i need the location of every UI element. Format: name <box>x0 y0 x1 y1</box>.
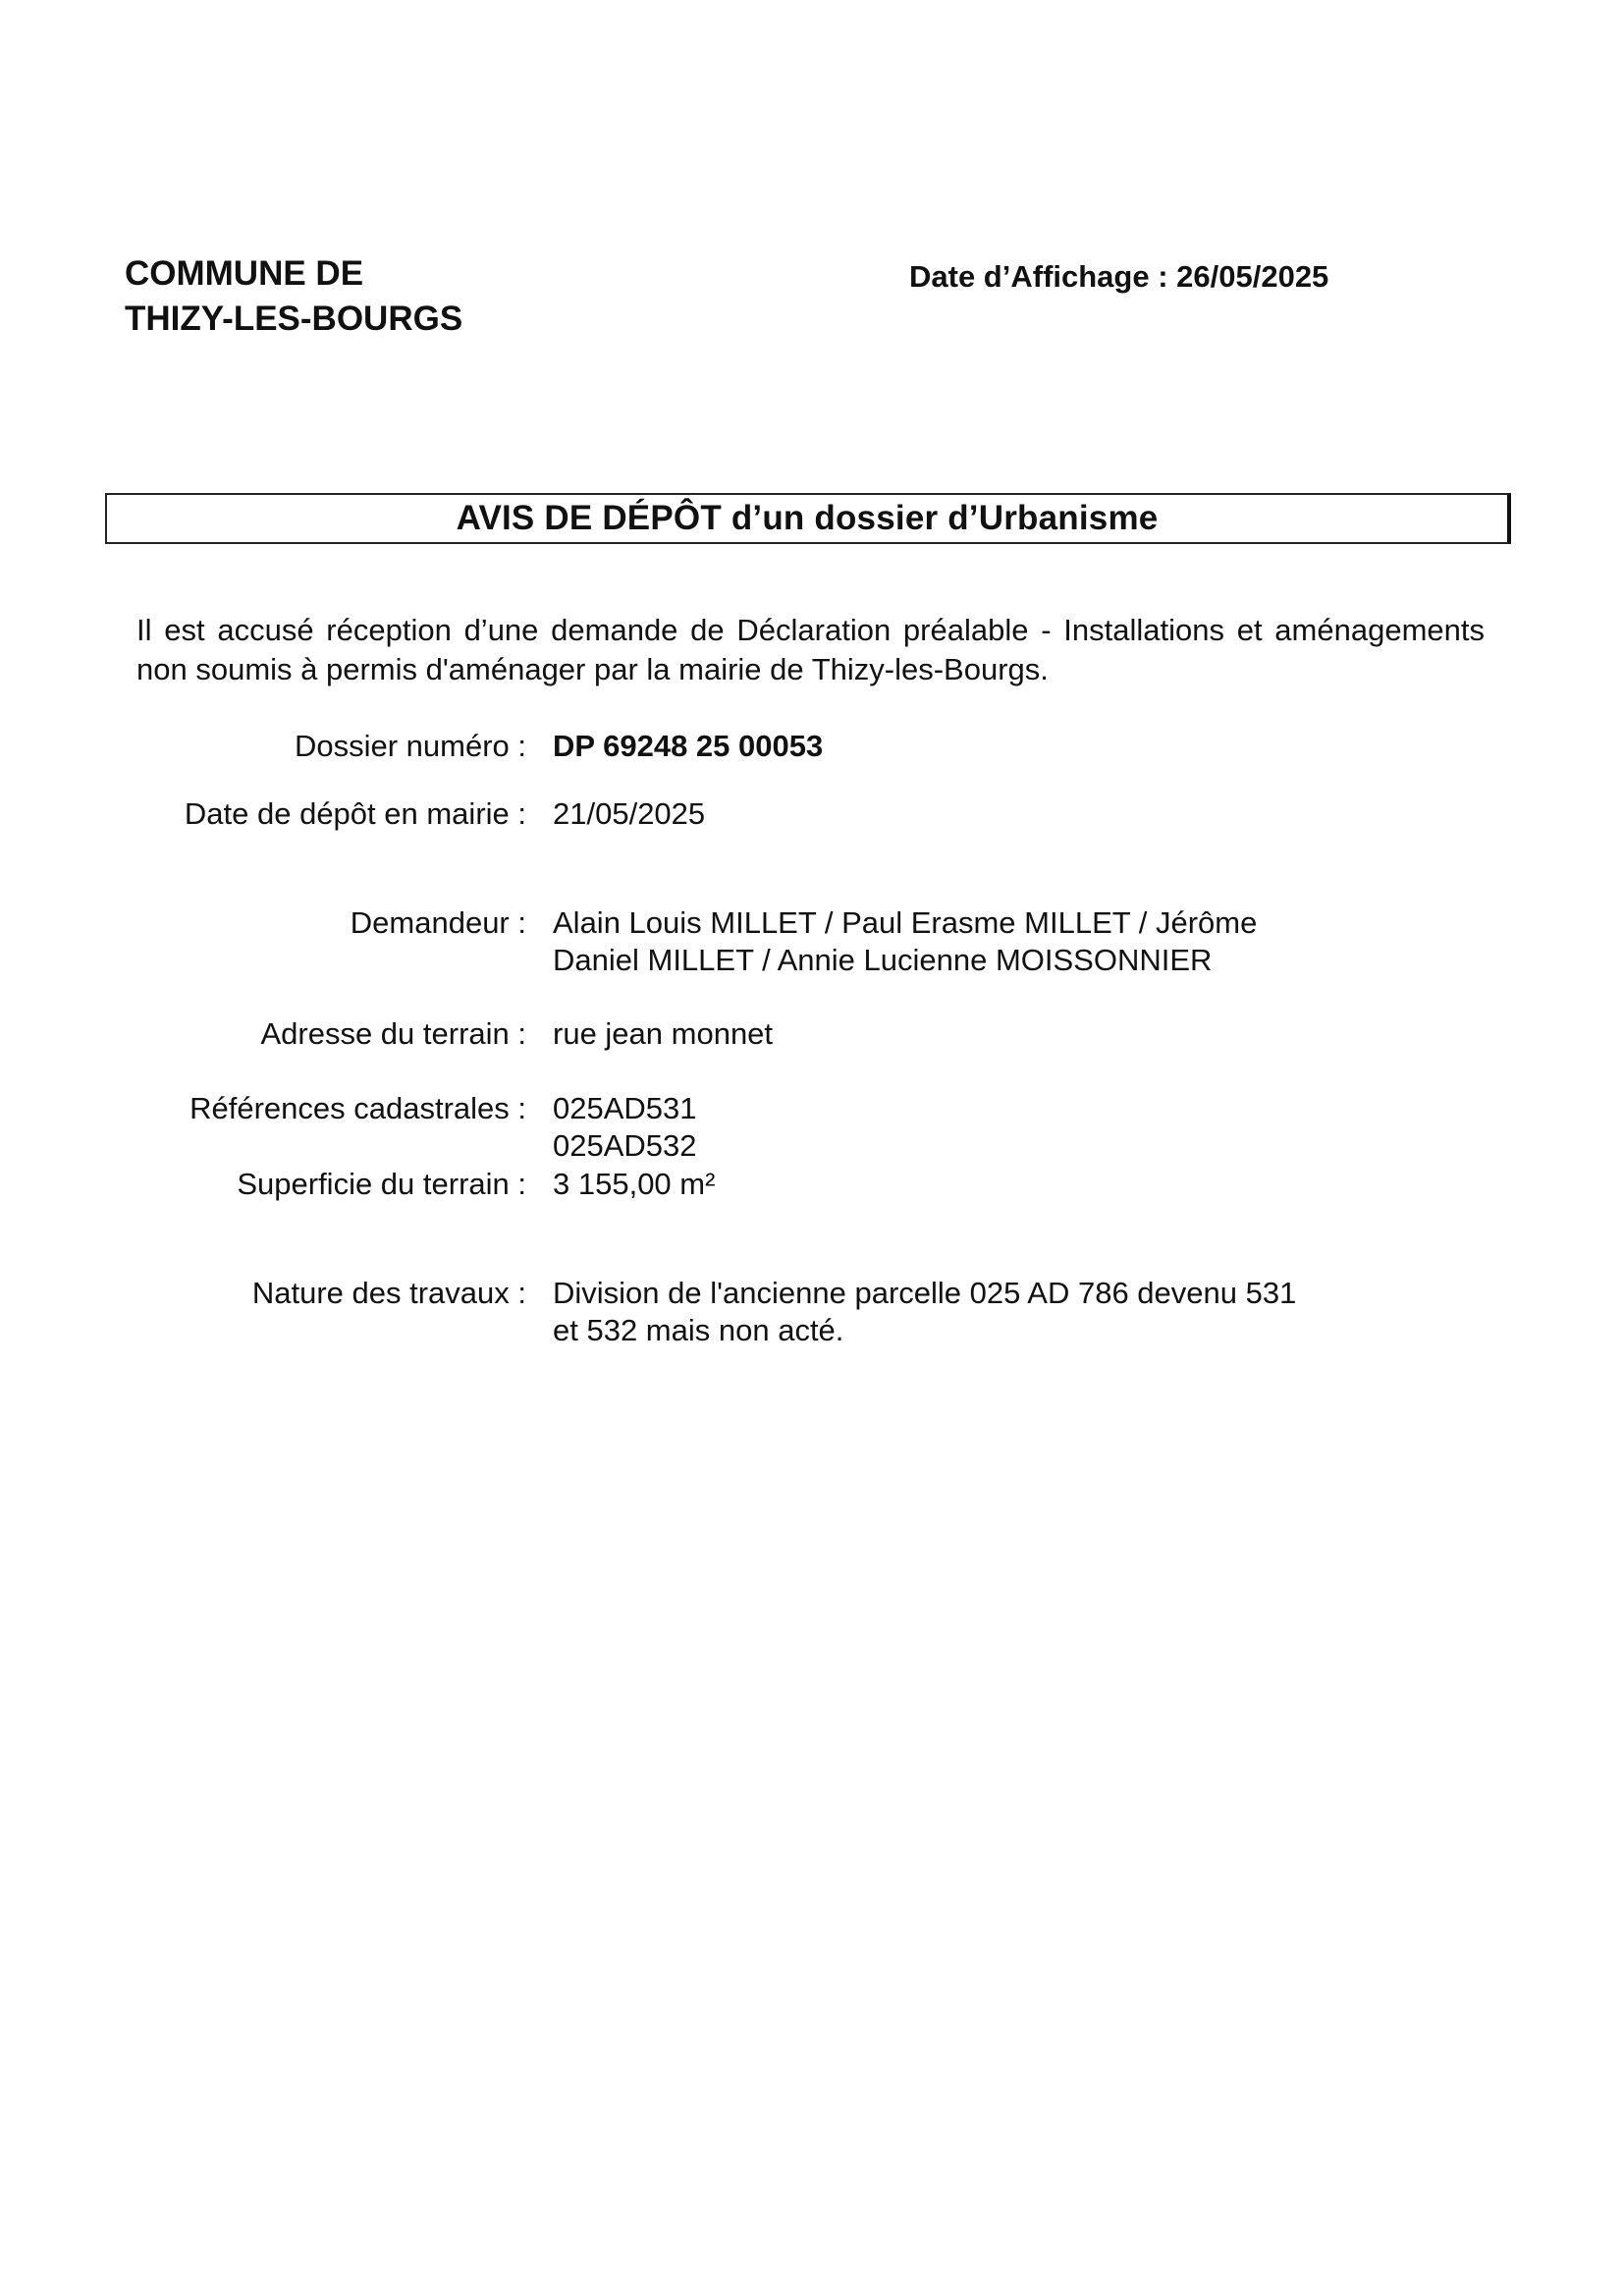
nature-line-2: et 532 mais non acté. <box>553 1313 844 1347</box>
dossier-label: Dossier numéro : <box>294 729 526 763</box>
title-box <box>105 493 1511 544</box>
demandeur-value <box>553 904 1378 979</box>
dossier-value: DP 69248 25 00053 <box>553 729 824 763</box>
references-value <box>553 1090 1378 1165</box>
commune-name <box>125 251 462 342</box>
demandeur-line-1: Alain Louis MILLET / Paul Erasme MILLET / Jérôme <box>553 905 1258 940</box>
date-affichage: Date d’Affichage : 26/05/2025 <box>909 259 1329 294</box>
references-label: Références cadastrales : <box>189 1091 526 1125</box>
date-depot-value: 21/05/2025 <box>553 796 706 831</box>
superficie-value: 3 155,00 m² <box>553 1167 716 1201</box>
date-depot-label: Date de dépôt en mairie : <box>184 796 526 831</box>
adresse-label: Adresse du terrain : <box>260 1016 526 1051</box>
demandeur-line-2: Daniel MILLET / Annie Lucienne MOISSONNIER <box>553 943 1213 977</box>
adresse-value: rue jean monnet <box>553 1016 774 1051</box>
document-title: AVIS DE DÉPÔT d’un dossier d’Urbanisme <box>456 499 1159 537</box>
demandeur-label: Demandeur : <box>350 905 526 940</box>
intro-paragraph: Il est accusé réception d’une demande de Déclaration préalable - Installations et aménagements non soumis à permis d'aménager par la mairie de Thizy-les-Bourgs. <box>136 613 1485 686</box>
superficie-label: Superficie du terrain : <box>237 1167 526 1201</box>
nature-value <box>553 1275 1378 1349</box>
nature-line-1: Division de l'ancienne parcelle 025 AD 786 devenu 531 <box>553 1276 1297 1310</box>
commune-line-1: COMMUNE DE <box>125 254 364 293</box>
commune-line-2: THIZY-LES-BOURGS <box>125 300 463 338</box>
reference-2: 025AD532 <box>553 1128 697 1163</box>
nature-label: Nature des travaux : <box>251 1276 526 1310</box>
reference-1: 025AD531 <box>553 1091 697 1125</box>
